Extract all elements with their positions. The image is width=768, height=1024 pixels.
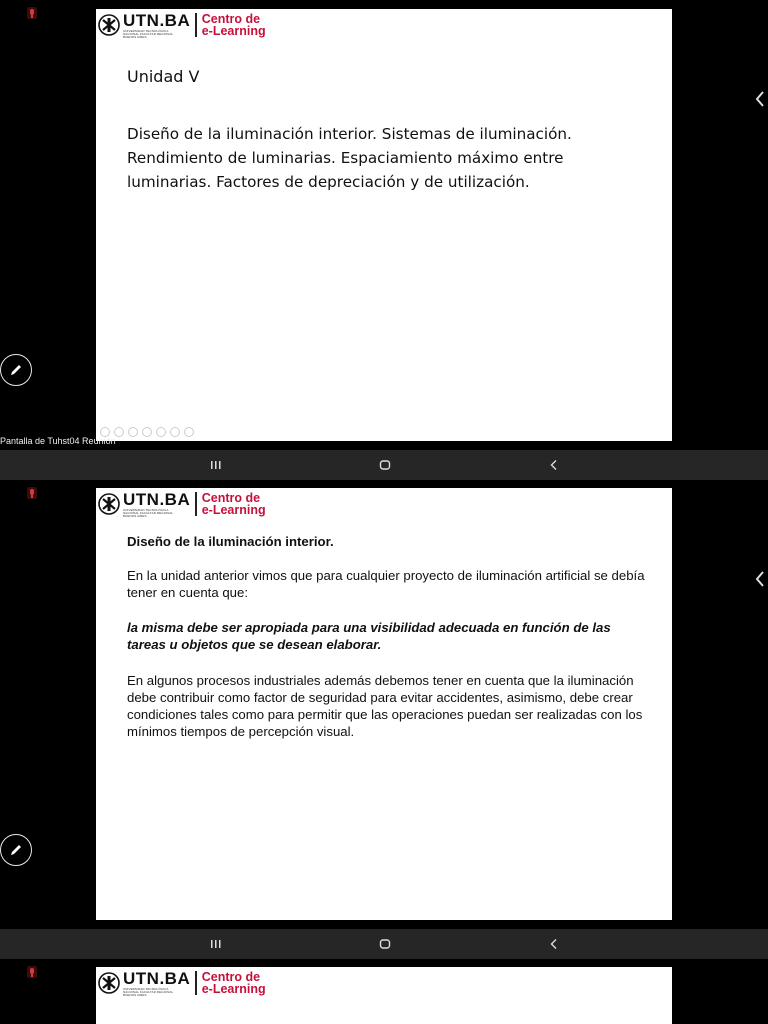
screen-share-label: Pantalla de Tuhst04 Reunión <box>0 436 116 446</box>
elearning-label: e-Learning <box>201 982 266 996</box>
logo-divider <box>195 13 197 37</box>
slide-topics: Diseño de la iluminación interior. Sistemas de iluminación. Rendimiento de luminarias. Espaciamiento máximo entre luminarias. Factores de depreciación y de utilización. <box>127 125 572 191</box>
pencil-icon <box>9 843 23 857</box>
elearning-label: e-Learning <box>201 24 266 38</box>
utn-wordmark: UTN.BA <box>123 489 191 509</box>
slide-heading: Diseño de la iluminación interior. <box>127 534 334 549</box>
recent-apps-icon[interactable] <box>210 459 222 471</box>
annotate-button[interactable] <box>0 354 32 386</box>
utn-subline: UNIVERSIDAD TECNOLÓGICA NACIONAL FACULTAD REGIONAL BUENOS AIRES <box>123 986 174 997</box>
home-icon[interactable] <box>379 459 391 471</box>
toolbar-dot[interactable] <box>184 427 194 437</box>
toolbar-dot[interactable] <box>142 427 152 437</box>
record-icon[interactable] <box>26 965 38 979</box>
utn-emblem-icon <box>98 972 120 994</box>
utn-subline: UNIVERSIDAD TECNOLÓGICA NACIONAL FACULTAD REGIONAL BUENOS AIRES <box>123 28 174 39</box>
presentation-slide-2 <box>96 488 672 920</box>
screen-share-panel-2 <box>0 480 768 930</box>
toolbar-dot[interactable] <box>156 427 166 437</box>
elearning-label: e-Learning <box>201 503 266 517</box>
utn-subline: UNIVERSIDAD TECNOLÓGICA NACIONAL FACULTAD REGIONAL BUENOS AIRES <box>123 507 174 518</box>
screen-share-panel-1 <box>0 0 768 450</box>
centro-label: Centro de <box>201 11 261 26</box>
pencil-icon <box>9 363 23 377</box>
utn-emblem-icon <box>98 493 120 515</box>
utn-emblem-icon <box>98 14 120 36</box>
utn-wordmark: UTN.BA <box>123 968 191 988</box>
presentation-slide-1 <box>96 9 672 441</box>
centro-label: Centro de <box>201 969 261 984</box>
slide-paragraph: En la unidad anterior vimos que para cualquier proyecto de iluminación artificial se debía tener en cuenta que: <box>127 568 645 600</box>
centro-label: Centro de <box>201 490 261 505</box>
back-icon[interactable] <box>548 459 560 471</box>
chevron-left-icon[interactable] <box>752 88 768 110</box>
android-nav-bar <box>0 929 768 959</box>
logo-divider <box>195 492 197 516</box>
slide-unit-title: Unidad V <box>127 67 200 86</box>
slide-emphasis: la misma debe ser apropiada para una visibilidad adecuada en función de las tareas u objetos que se desean elaborar. <box>127 620 611 652</box>
toolbar-dot[interactable] <box>128 427 138 437</box>
logo-divider <box>195 971 197 995</box>
slide-paragraph: En algunos procesos industriales además debemos tener en cuenta que la iluminación debe contribuir como factor de seguridad para evitar accidentes, asimismo, debe crear condiciones tales como para permitir que las operaciones puedan ser realizadas con los mínimos tiempos de percepción visual. <box>127 673 643 739</box>
utn-logo <box>98 12 266 38</box>
recent-apps-icon[interactable] <box>210 938 222 950</box>
record-icon[interactable] <box>26 486 38 500</box>
android-nav-bar <box>0 450 768 480</box>
screen-share-panel-3 <box>0 959 768 1024</box>
utn-logo <box>98 970 266 996</box>
utn-wordmark: UTN.BA <box>123 10 191 30</box>
toolbar-dot[interactable] <box>170 427 180 437</box>
annotate-button[interactable] <box>0 834 32 866</box>
back-icon[interactable] <box>548 938 560 950</box>
chevron-left-icon[interactable] <box>752 568 768 590</box>
home-icon[interactable] <box>379 938 391 950</box>
utn-logo <box>98 491 266 517</box>
record-icon[interactable] <box>26 6 38 20</box>
presentation-slide-3 <box>96 967 672 1024</box>
